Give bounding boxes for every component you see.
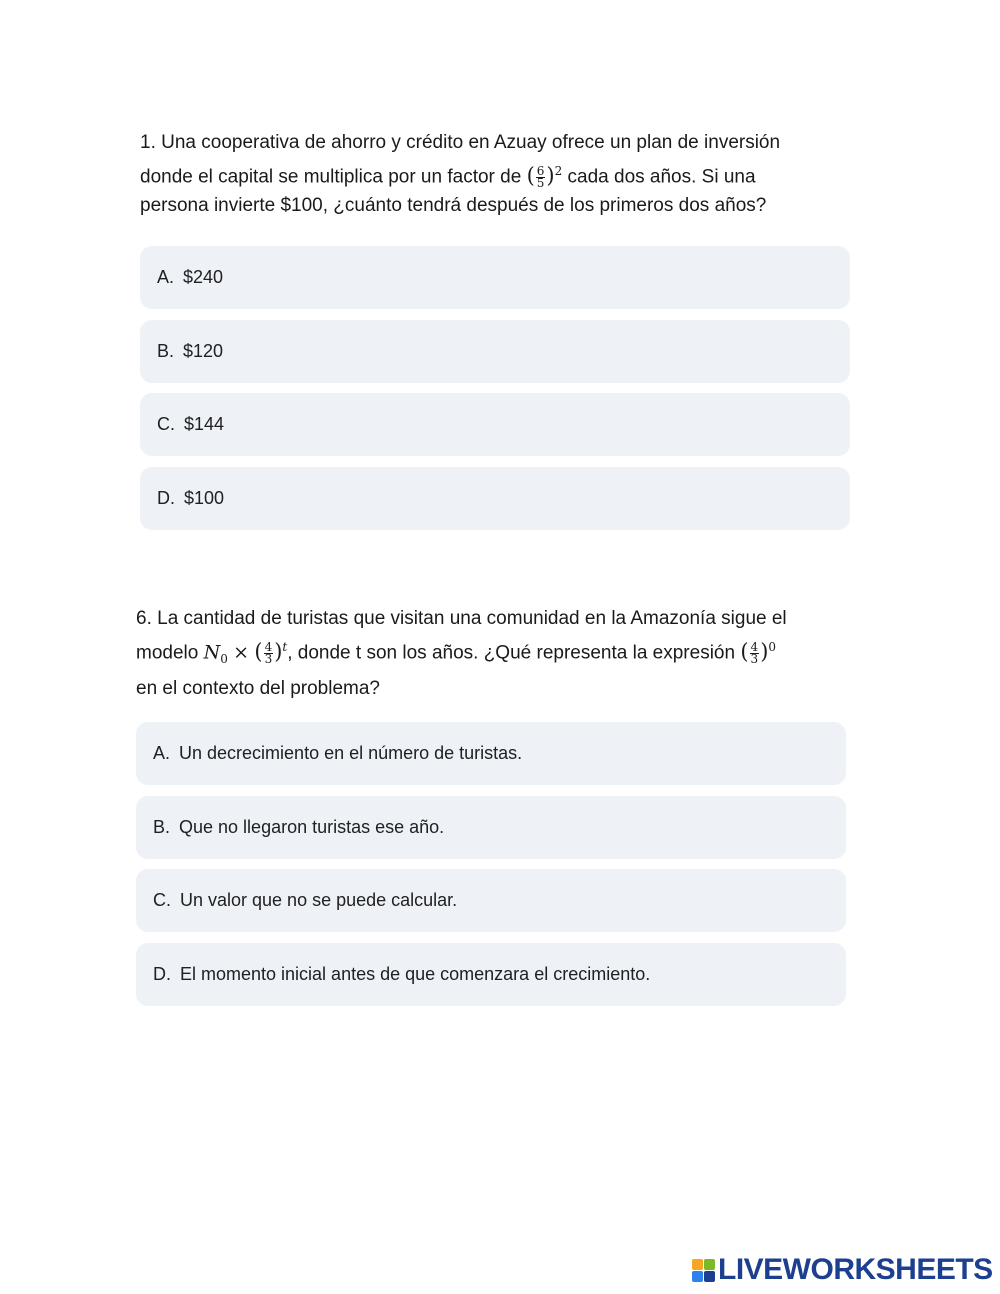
option-b[interactable]: B. Que no llegaron turistas ese año.: [136, 796, 846, 859]
option-d[interactable]: D. $100: [140, 467, 850, 530]
question-6-line-2: modelo $N_0$ × ( $\frac{4}{3}$ )$^t$, donde t son los años. ¿Qué representa la expresión ( $\frac{4}{3}$ )$^0$: [136, 639, 777, 667]
question-1-line-1: 1. Una cooperativa de ahorro y crédito en Azuay ofrece un plan de inversión: [140, 132, 781, 153]
question-1: [140, 128, 840, 220]
question-6-line-1: 6. La cantidad de turistas que visitan una comunidad en la Amazonía sigue el: [136, 608, 787, 629]
liveworksheets-logo-icon: [692, 1259, 715, 1282]
question-1-line-2: donde el capital se multiplica por un factor de ( $\frac{6}{5}$ )$^2$ cada dos años. Si una: [140, 163, 756, 190]
liveworksheets-logo: [692, 1253, 993, 1287]
fraction-4-3-expr: $\frac{4}{3}$: [750, 639, 759, 666]
question-6-line-3: en el contexto del problema?: [136, 678, 380, 700]
question-6-options: [136, 722, 846, 1016]
option-b[interactable]: B. $120: [140, 320, 850, 383]
fraction-4-3: $\frac{4}{3}$: [264, 639, 273, 666]
option-c[interactable]: C. $144: [140, 393, 850, 456]
question-1-options: [140, 246, 850, 540]
option-a[interactable]: A. Un decrecimiento en el número de turistas.: [136, 722, 846, 785]
option-d[interactable]: D. El momento inicial antes de que comenzara el crecimiento.: [136, 943, 846, 1006]
question-1-line-3: persona invierte $100, ¿cuánto tendrá después de los primeros dos años?: [140, 195, 767, 217]
logo-text: LIVEWORKSHEETS: [718, 1253, 993, 1286]
option-c[interactable]: C. Un valor que no se puede calcular.: [136, 869, 846, 932]
fraction-6-5: $\frac{6}{5}$: [536, 163, 545, 190]
question-6: [136, 604, 846, 703]
option-a[interactable]: A. $240: [140, 246, 850, 309]
